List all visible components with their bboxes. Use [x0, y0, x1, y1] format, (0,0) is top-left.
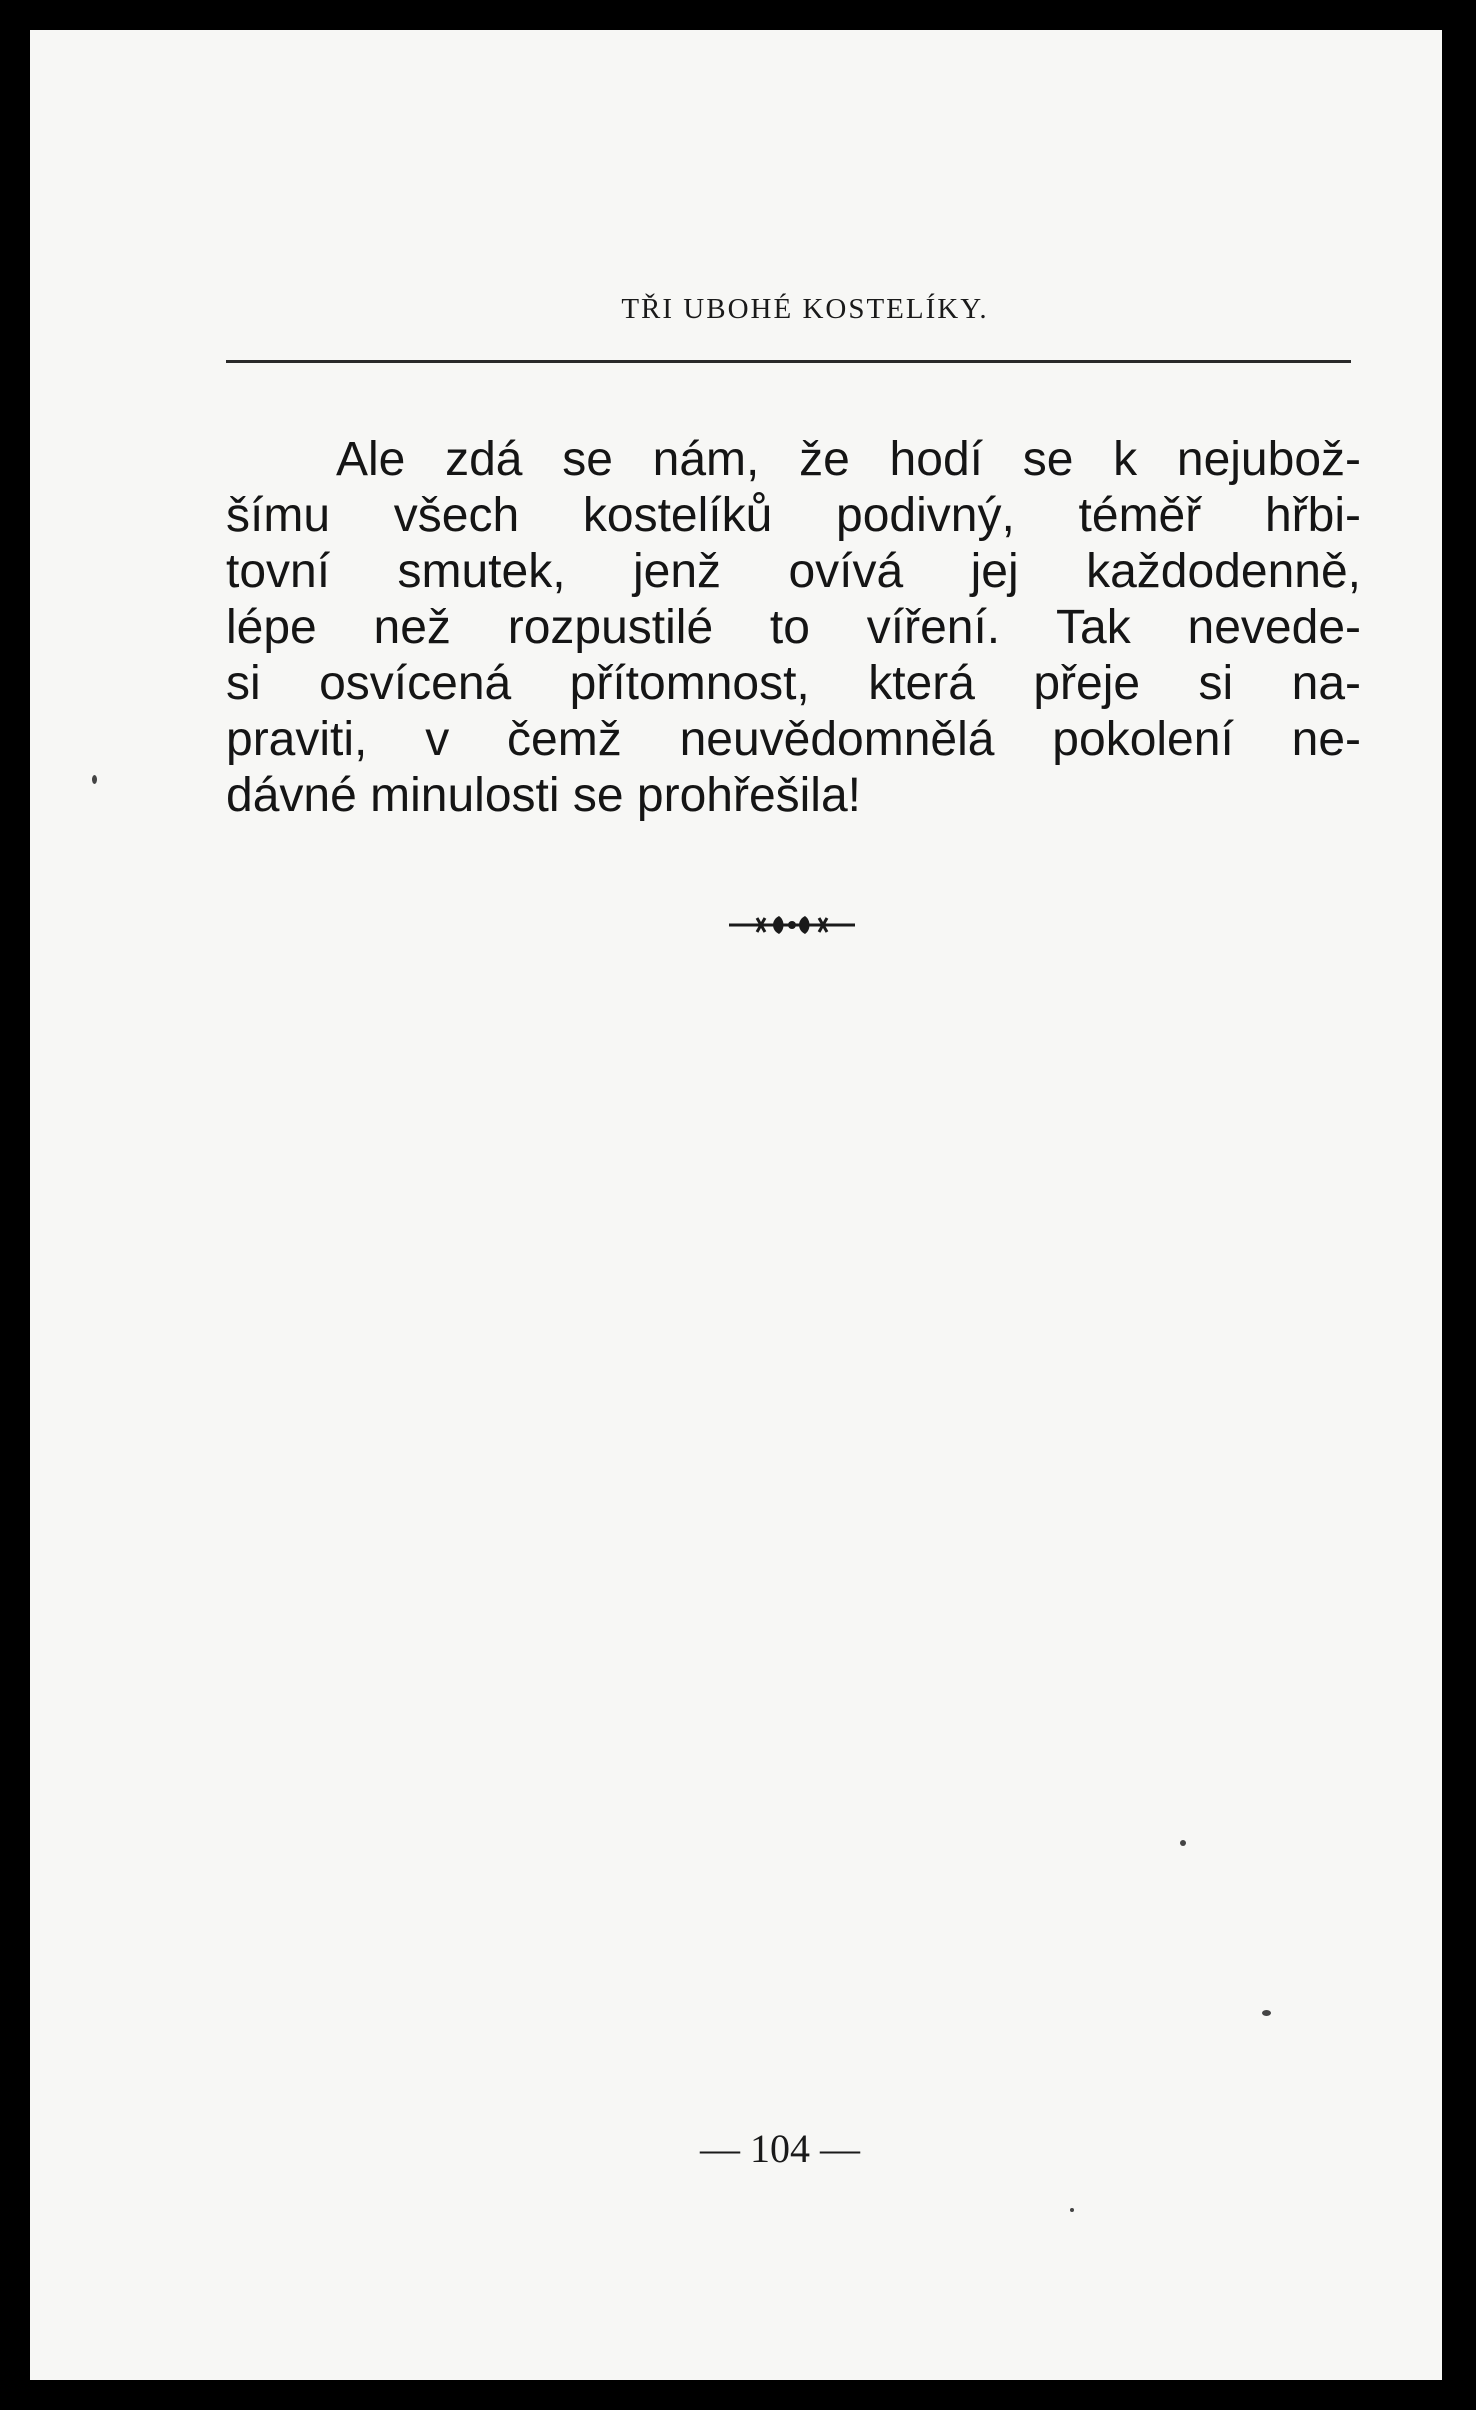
book-page — [30, 30, 1442, 2380]
paragraph-line: šímu všech kostelíků podivný, téměř hřbi- — [226, 489, 1361, 542]
paragraph-line: lépe než rozpustilé to víření. Tak nevede- — [226, 601, 1361, 654]
paragraph-line: praviti, v čemž neuvědomnělá pokolení ne- — [226, 713, 1361, 766]
paragraph-line: Ale zdá se nám, že hodí se k nejubož- — [336, 433, 1361, 486]
body-paragraph — [226, 432, 1361, 824]
running-header: TŘI UBOHÉ KOSTELÍKY. — [621, 293, 989, 325]
paragraph-line: si osvícená přítomnost, která přeje si na- — [226, 657, 1361, 710]
paper-speck — [1180, 1840, 1186, 1846]
fleuron-ornament-icon — [727, 910, 857, 940]
header-rule — [226, 360, 1351, 363]
paper-speck — [1070, 2208, 1074, 2212]
paper-speck — [92, 775, 97, 784]
paragraph-line: tovní smutek, jenž ovívá jej každodenně, — [226, 545, 1361, 598]
paragraph-line: dávné minulosti se prohřešila! — [226, 769, 861, 822]
page-number: — 104 — — [700, 2126, 860, 2171]
paper-speck — [1262, 2010, 1271, 2016]
